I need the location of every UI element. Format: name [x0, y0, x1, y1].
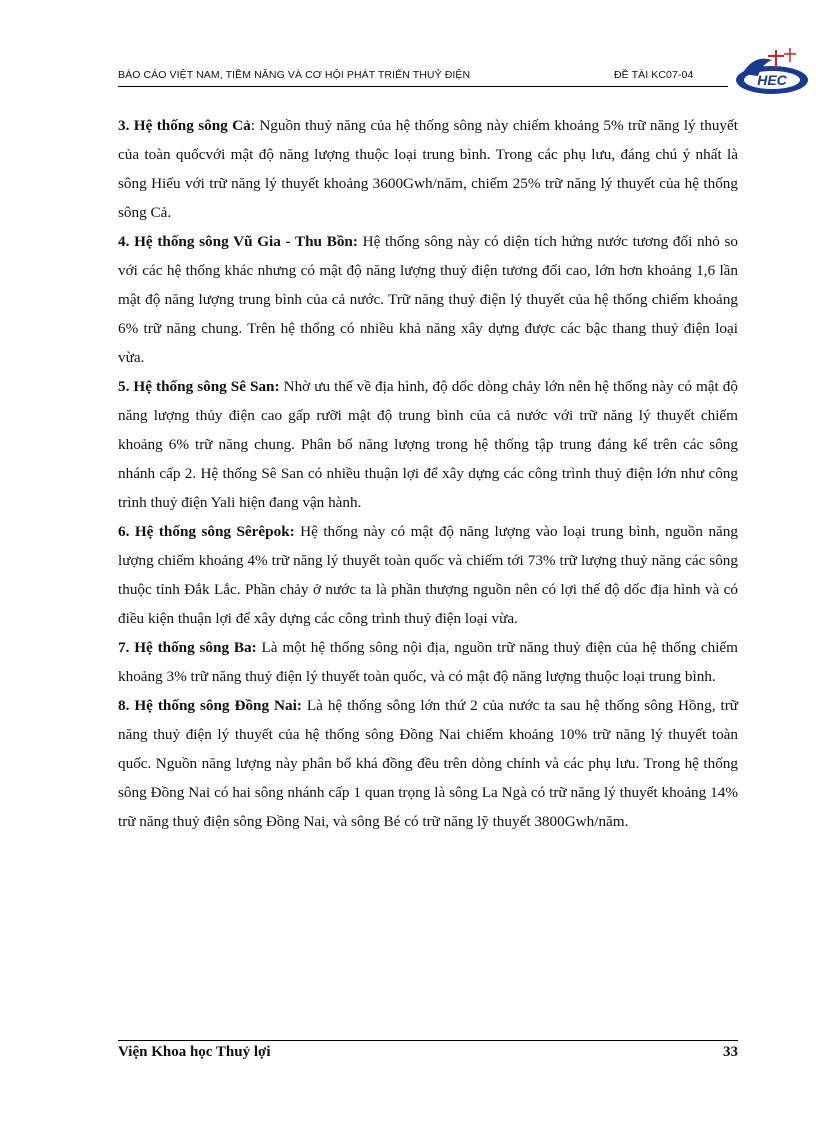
section-heading: 7. Hệ thống sông Ba: [118, 639, 257, 656]
footer-institute: Viện Khoa học Thuỷ lợi [118, 1044, 271, 1060]
section-song-vu-gia-thu-bon [118, 227, 738, 372]
section-text: Nhờ ưu thế về địa hình, độ dốc dòng chảy lớn nên hệ thống này có mật độ năng lượng thủy điện cao gấp rưỡi mật độ trung bình của cả nước với trữ năng lý thuyết chiếm khoảng 6% trữ năng chung. Phân bố năng lượng trong hệ thống tập trung đáng kể trên các sông nhánh cấp 2. Hệ thống Sê San có nhiều thuận lợi để xây dựng các công trình thuỷ điện lớn như công trình thuỷ điện Yali hiện đang vận hành. [118, 378, 738, 511]
section-heading: 3. Hệ thống sông Cả [118, 117, 251, 134]
section-text: Hệ thống sông này có diện tích hứng nước tương đối nhỏ so với các hệ thống khác nhưng có mật độ năng lượng thuỷ điện tương đối cao, lớn hơn khoảng 1,6 lần mật độ năng lượng trung bình của cả nước. Trữ năng thuỷ điện lý thuyết của hệ thống chiếm khoảng 6% trữ năng chung. Trên hệ thống có nhiều khả năng xây dựng được các bậc thang thuỷ điện loại vừa. [118, 233, 738, 366]
page-header [118, 66, 722, 86]
section-heading: 6. Hệ thống sông Sêrêpok: [118, 523, 295, 540]
logo-lettering: HEC [757, 72, 787, 88]
project-code: ĐỀ TÀI KC07-04 [614, 69, 694, 81]
section-heading: 4. Hệ thống sông Vũ Gia - Thu Bồn: [118, 233, 358, 250]
section-text: Hệ thống này có mật độ năng lượng vào loại trung bình, nguồn năng lượng chiếm khoảng 4% trữ năng lý thuyết toàn quốc và chiếm tới 73% trữ lượng thuỷ năng các sông thuộc tỉnh Đắk Lắc. Phần chảy ở nước ta là phần thượng nguồn nên có lợi thế độ dốc địa hình và có điều kiện thuận lợi để xây dựng các công trình thuỷ điện loại vừa. [118, 523, 738, 627]
section-heading: 5. Hệ thống sông Sê San: [118, 378, 280, 395]
section-text: : Nguồn thuỷ năng của hệ thống sông này chiếm khoảng 5% trữ năng lý thuyết của toàn quốcvới mật độ năng lượng thuộc loại trung bình. Trong các phụ lưu, đáng chú ý nhất là sông Hiếu với trữ năng lý thuyết khoảng 3600Gwh/năm, chiếm 25% trữ năng lý thuyết của hệ thống sông Cả. [118, 117, 738, 221]
report-title: BÁO CÁO VIỆT NAM, TIỀM NĂNG VÀ CƠ HỘI PHÁT TRIỂN THUỶ ĐIỆN [118, 69, 471, 81]
section-song-dong-nai [118, 691, 738, 836]
hec-logo-icon [732, 46, 812, 102]
footer-divider [118, 1040, 738, 1041]
section-song-serepok [118, 517, 738, 633]
header-divider [118, 86, 728, 87]
page-number: 33 [723, 1044, 738, 1060]
section-heading: 8. Hệ thống sông Đồng Nai: [118, 697, 302, 714]
section-text: Là một hệ thống sông nội địa, nguồn trữ năng thuỷ điện của hệ thống chiếm khoảng 3% trữ năng thuỷ điện lý thuyết toàn quốc, và có mật độ năng lượng thuộc loại trung bình. [118, 639, 738, 685]
section-song-ca [118, 111, 738, 227]
section-text: Là hệ thống sông lớn thứ 2 của nước ta sau hệ thống sông Hồng, trữ năng thuỷ điện lý thuyết của hệ thống sông Đồng Nai chiếm khoảng 10% trữ năng lý thuyết toàn quốc. Nguồn năng lượng này phân bố khá đồng đều trên dòng chính và các phụ lưu. Trong hệ thống sông Đồng Nai có hai sông nhánh cấp 1 quan trọng là sông La Ngà có trữ năng lý thuyết khoảng 14% trữ năng thuỷ điện sông Đồng Nai, và sông Bé có trữ năng lỹ thuyết 3800Gwh/năm. [118, 697, 738, 830]
document-body [118, 111, 738, 836]
section-song-ba [118, 633, 738, 691]
section-song-se-san [118, 372, 738, 517]
